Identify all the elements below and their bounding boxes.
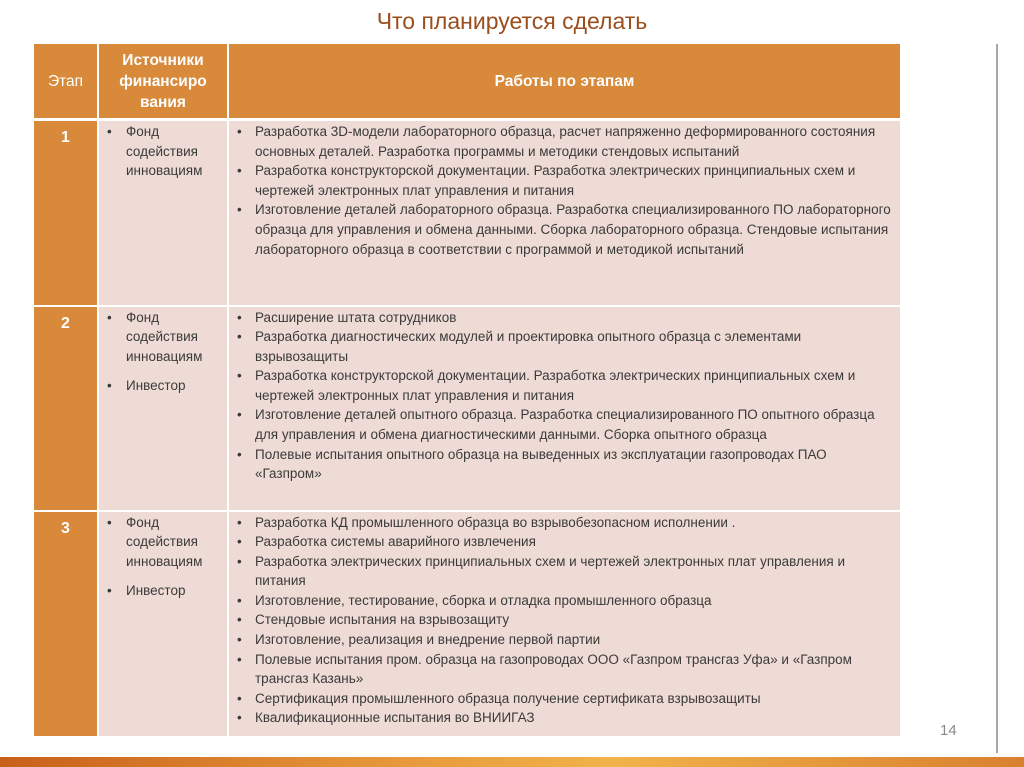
list-item: • Изготовление деталей опытного образца. Разработка специализированного ПО опытного образца для управления и обмена диагностическими данными. Сборка опытного образца (229, 405, 900, 444)
funding-sources-cell (98, 511, 228, 737)
stage-number: 1 (34, 120, 98, 306)
header-stage: Этап (34, 44, 98, 120)
list-item: • Фонд содействия инновациям (99, 308, 227, 367)
funding-sources-list (99, 307, 227, 396)
vertical-divider (996, 44, 998, 753)
list-item: • Разработка конструкторской документации. Разработка электрических принципиальных схем и чертежей электронных плат управления и питания (229, 366, 900, 405)
works-list (229, 512, 900, 729)
list-item: • Разработка системы аварийного извлечения (229, 532, 900, 552)
header-funding-sources: Источники финансиро вания (98, 44, 228, 120)
stages-table (34, 44, 900, 738)
works-cell (228, 120, 900, 306)
works-cell (228, 511, 900, 737)
list-item: • Инвестор (99, 376, 227, 396)
list-item: • Изготовление, тестирование, сборка и отладка промышленного образца (229, 591, 900, 611)
funding-sources-cell (98, 120, 228, 306)
works-cell (228, 306, 900, 511)
funding-sources-cell (98, 306, 228, 511)
table-row (34, 120, 900, 306)
list-item: • Разработка 3D-модели лабораторного образца, расчет напряженно деформированного состояния основных деталей. Разработка программы и методики стендовых испытаний (229, 122, 900, 161)
stage-number: 2 (34, 306, 98, 511)
list-item: • Полевые испытания опытного образца на выведенных из эксплуатации газопроводах ПАО «Газпром» (229, 445, 900, 484)
list-item: • Полевые испытания пром. образца на газопроводах ООО «Газпром трансгаз Уфа» и «Газпром трансгаз Казань» (229, 650, 900, 689)
list-item: • Разработка диагностических модулей и проектировка опытного образца с элементами взрывозащиты (229, 327, 900, 366)
list-item: • Фонд содействия инновациям (99, 122, 227, 181)
funding-sources-list (99, 121, 227, 181)
works-list (229, 307, 900, 484)
table-header-row (34, 44, 900, 120)
page-title: Что планируется сделать (376, 8, 648, 34)
header-works-by-stage: Работы по этапам (228, 44, 900, 120)
page-number: 14 (940, 722, 957, 739)
list-item: • Изготовление деталей лабораторного образца. Разработка специализированного ПО лабораторного образца для управления и обмена данными. Сборка лабораторного образца. Стендовые испытания лабораторного образца в соответствии с программой и методикой испытаний (229, 200, 900, 259)
list-item: • Фонд содействия инновациям (99, 513, 227, 572)
list-item: • Разработка электрических принципиальных схем и чертежей электронных плат управления и питания (229, 552, 900, 591)
list-item: • Изготовление, реализация и внедрение первой партии (229, 630, 900, 650)
list-item: • Инвестор (99, 581, 227, 601)
list-item: • Квалификационные испытания во ВНИИГАЗ (229, 708, 900, 728)
list-item: • Разработка конструкторской документации. Разработка электрических принципиальных схем и чертежей электронных плат управления и питания (229, 161, 900, 200)
stage-number: 3 (34, 511, 98, 737)
funding-sources-list (99, 512, 227, 601)
works-list (229, 121, 900, 259)
list-item: • Сертификация промышленного образца получение сертификата взрывозащиты (229, 689, 900, 709)
table-row (34, 306, 900, 511)
footer-accent-stripe (0, 757, 1024, 767)
list-item: • Разработка КД промышленного образца во взрывобезопасном исполнении . (229, 513, 900, 533)
table-row (34, 511, 900, 737)
list-item: • Расширение штата сотрудников (229, 308, 900, 328)
list-item: • Стендовые испытания на взрывозащиту (229, 610, 900, 630)
